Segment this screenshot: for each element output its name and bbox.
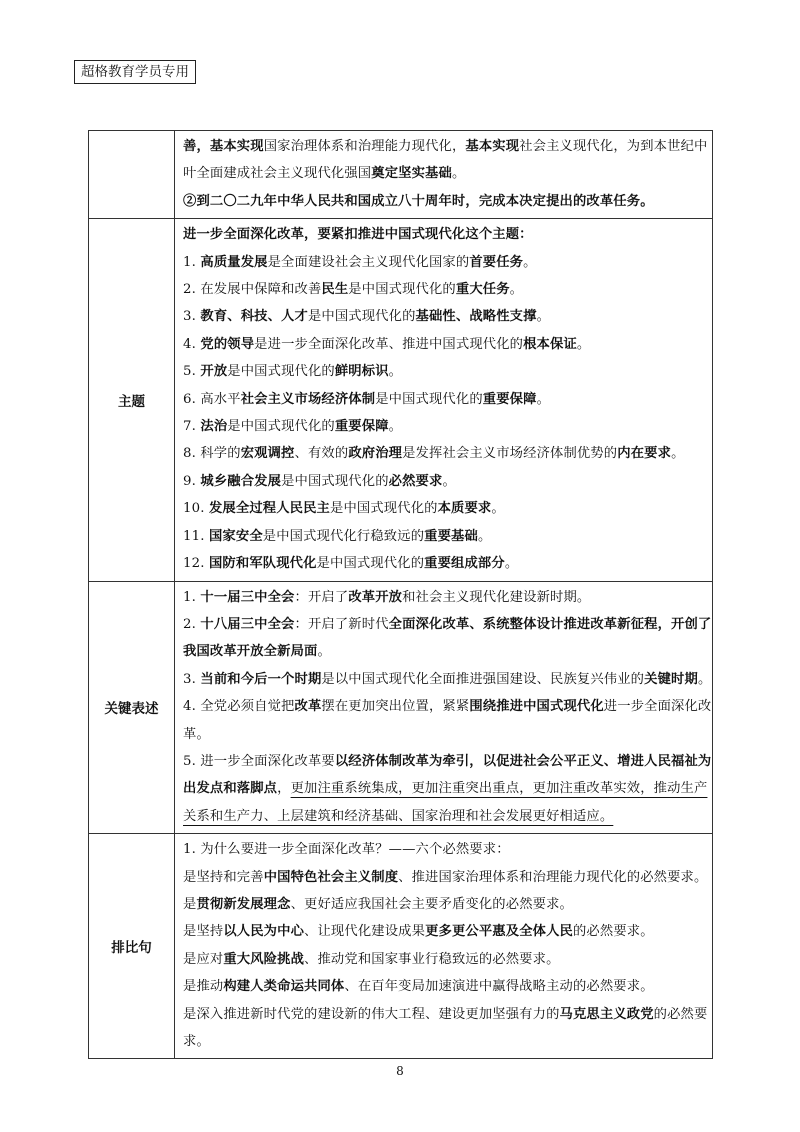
row-content (175, 131, 713, 219)
text-line (183, 1028, 706, 1055)
bold-text: 更多更公平惠及全体人民 (425, 924, 573, 940)
text-span: 5. 进一步全面深化改革要 (183, 753, 335, 769)
text-line (183, 775, 706, 802)
row-label: 排比句 (89, 834, 175, 1059)
bold-text: 中国特色社会主义制度 (263, 869, 399, 885)
text-span: 。 (504, 556, 519, 572)
bold-text: 高质量发展 (200, 254, 268, 270)
bold-text: 本质要求 (437, 501, 492, 517)
text-span: 是坚持 (183, 924, 224, 940)
text-line (183, 386, 706, 413)
bold-text: ②到二〇二九年中华人民共和国成立八十周年时，完成本决定提出的改革任务。 (183, 193, 654, 209)
text-span: 。 (491, 501, 505, 517)
text-span: 更加注重系统集成，更加注重突出重点，更加注重改革实效，推动生产 (290, 781, 708, 797)
text-span: 的必然要 (653, 1006, 708, 1022)
bold-text: 内在要求 (617, 446, 672, 462)
text-span: 、推动党和国家事业行稳致远的必然要求。 (304, 951, 560, 967)
bold-text: 法治 (200, 419, 228, 435)
bold-text: 全面深化改革、系统整体设计推进改革新征程，开创了 (388, 616, 712, 632)
text-span: 4. 全党必须自觉把 (183, 699, 295, 715)
text-line (183, 188, 706, 215)
row-content (175, 834, 713, 1059)
bold-text: 改革 (294, 699, 322, 715)
text-span: 3. (183, 309, 201, 325)
bold-text: 十一届三中全会 (200, 589, 295, 605)
bold-text: 改革开放 (348, 589, 403, 605)
bold-text: 重要基础 (424, 528, 478, 544)
row-label: 主题 (89, 219, 175, 581)
text-line (183, 331, 706, 358)
text-span: 是应对 (183, 951, 224, 967)
bold-text: 我国改革开放全新局面 (183, 644, 318, 660)
bold-text: 基本实现 (465, 139, 520, 154)
bold-text: 必然要求 (388, 473, 443, 489)
text-line (183, 413, 706, 440)
text-line (183, 249, 706, 276)
text-span: 10. (183, 501, 209, 517)
text-span: 。 (536, 309, 551, 325)
bold-text: 基础性、战略性支撑 (415, 309, 537, 325)
bold-text: 以人民为中心 (223, 924, 305, 940)
text-line (183, 1001, 706, 1028)
text-span: 是中国式现代化的 (227, 419, 335, 435)
bold-text: 教育、科技、人才 (200, 309, 308, 325)
text-line (183, 495, 706, 522)
bold-text: 发展全过程人民民主 (208, 501, 331, 517)
text-span: 是中国式现代化的 (227, 364, 335, 380)
text-span: 是发挥社会主义市场经济体制优势的 (402, 446, 618, 462)
table-row-continuation (89, 131, 713, 219)
text-line (183, 611, 712, 638)
text-span: 是 (183, 896, 197, 912)
text-span: 、有效的 (294, 446, 349, 462)
row-content (175, 581, 713, 834)
text-line (183, 550, 706, 577)
text-span: 、在百年变局加速演进中赢得战略主动的必然要求。 (344, 979, 654, 995)
text-span: 。 (451, 166, 466, 182)
text-span: 进一步全面深化改 (603, 699, 712, 715)
text-span: 。 (523, 254, 537, 270)
bold-text: 奠定坚实基础 (371, 166, 452, 182)
bold-text: 重大风险挑战 (223, 951, 305, 967)
bold-text: 善， (183, 139, 210, 154)
table-row-theme (89, 219, 713, 581)
text-span: 摆在更加突出位置，紧紧 (321, 699, 470, 715)
text-span: 。 (536, 391, 551, 407)
text-span: 、推进国家治理体系和治理能力现代化的必然要求。 (398, 869, 708, 885)
bold-text: 鲜明标识 (334, 364, 389, 380)
bold-text: 关键时期 (644, 671, 698, 687)
text-span: 4. (183, 336, 201, 352)
text-span: 9. (183, 473, 201, 489)
bold-text: 重要保障 (334, 419, 389, 435)
row-content (175, 219, 713, 581)
bold-text: 开放 (200, 364, 228, 380)
text-line (183, 523, 706, 550)
text-span: 。 (442, 473, 456, 489)
text-span: ， (277, 781, 291, 797)
text-span: 是中国式现代化的 (281, 473, 389, 489)
bold-text: 出发点和落脚点 (183, 781, 278, 797)
text-span: 2. 在发展中保障和改善 (183, 282, 322, 298)
bold-text: 国防和军队现代化 (208, 556, 317, 572)
text-span: 是中国式现代化的 (348, 282, 456, 298)
bold-text: 以经济体制改革为牵引，以促进社会公平正义、增进人民福祉为 (334, 753, 712, 769)
text-span: 是全面建设社会主义现代化国家的 (267, 254, 470, 270)
text-span: 叶全面建成社会主义现代化强国 (183, 166, 372, 182)
text-line (183, 721, 706, 748)
text-span: 和社会主义现代化建设新时期。 (402, 589, 591, 605)
text-line (183, 864, 706, 891)
bold-text: 当前和今后一个时期 (200, 671, 322, 687)
text-line (183, 918, 706, 945)
text-span: 5. (183, 364, 201, 380)
text-line (183, 836, 706, 863)
text-line (183, 358, 706, 385)
text-span: 是中国式现代化的 (307, 309, 416, 325)
text-span: 是中国式现代化的 (375, 391, 483, 407)
page-number: 8 (396, 1064, 404, 1078)
text-line (183, 133, 706, 160)
bold-text: 首要任务 (469, 254, 524, 270)
text-span: ：开启了新时代 (294, 616, 389, 632)
course-tag: 超格教育学员专用 (74, 60, 196, 84)
text-span: 社会主义现代化，为到本世纪中 (519, 139, 708, 154)
text-line (183, 276, 706, 303)
text-span: 12. (183, 556, 209, 572)
text-span: 。 (388, 364, 403, 380)
text-span: ：开启了 (294, 589, 349, 605)
bold-text: 贯彻新发展理念 (196, 896, 291, 912)
bold-text: 宏观调控 (240, 446, 295, 462)
text-span: 是中国式现代化的 (330, 501, 438, 517)
text-span: 是推动 (183, 979, 224, 995)
bold-text: 重大任务 (455, 282, 510, 298)
text-span: 。 (509, 282, 524, 298)
text-line (183, 748, 712, 775)
text-line (183, 440, 706, 467)
text-span: 、让现代化建设成果 (304, 924, 426, 940)
bold-text: 社会主义市场经济体制 (240, 391, 376, 407)
text-line (183, 221, 706, 248)
text-line (183, 160, 706, 187)
bold-text: 十八届三中全会 (200, 616, 295, 632)
text-line (183, 303, 706, 330)
text-span: 。 (671, 446, 685, 462)
text-span: 3. (183, 671, 201, 687)
text-span: 1. (183, 589, 201, 605)
row-label: 关键表述 (89, 581, 175, 834)
text-span: 是进一步全面深化改革、推进中国式现代化的 (254, 336, 524, 352)
text-span: 是以中国式现代化全面推进强国建设、民族复兴伟业的 (321, 671, 645, 687)
text-span: 求。 (183, 1034, 210, 1049)
table-row-key-expressions (89, 581, 713, 834)
bold-text: 根本保证 (523, 336, 577, 352)
text-span: 2. (183, 616, 201, 632)
text-span: 。 (697, 671, 712, 687)
bold-text: 马克思主义政党 (559, 1006, 654, 1022)
text-line (183, 803, 706, 830)
text-line (183, 693, 712, 720)
bold-text: 民生 (321, 282, 349, 298)
text-span: 6. 高水平 (183, 391, 241, 407)
text-line (183, 666, 712, 693)
bold-text: 党的领导 (200, 336, 255, 352)
text-line (183, 973, 706, 1000)
text-span: 的必然要求。 (572, 924, 654, 940)
text-span: 是坚持和完善 (183, 869, 264, 885)
text-span: 、更好适应我国社会主要矛盾变化的必然要求。 (290, 896, 573, 912)
text-line (183, 946, 706, 973)
text-span: 是中国式现代化行稳致远的 (262, 528, 425, 544)
bold-text: 政府治理 (348, 446, 403, 462)
text-span: 1. 为什么要进一步全面深化改革？——六个必然要求： (183, 842, 510, 858)
bold-text: 国家安全 (208, 528, 263, 544)
table-row-parallel-sentences (89, 834, 713, 1059)
text-span: 是深入推进新时代党的建设新的伟大工程、建设更加坚强有力的 (183, 1006, 560, 1022)
text-span: 是中国式现代化的 (316, 556, 425, 572)
text-line (183, 584, 706, 611)
bold-text: 重要组成部分 (424, 556, 505, 572)
bold-text: 围绕推进中国式现代化 (469, 699, 604, 715)
bold-text: 进一步全面深化改革，要紧扣推进中国式现代化这个主题： (183, 227, 533, 243)
summary-table (88, 130, 713, 1059)
text-span: 11. (183, 528, 209, 544)
text-span: 。 (576, 336, 591, 352)
bold-text: 构建人类命运共同体 (223, 979, 345, 995)
bold-text: 基本实现 (209, 139, 264, 154)
text-span: 国家治理体系和治理能力现代化， (263, 139, 466, 154)
text-line (183, 891, 706, 918)
text-span: 7. (183, 419, 201, 435)
text-span: 关系和生产力、上层建筑和经济基础、国家治理和社会发展更好相适应。 (183, 808, 614, 824)
text-span: 革。 (183, 726, 210, 742)
text-line (183, 468, 706, 495)
text-line (183, 638, 706, 665)
bold-text: 重要保障 (482, 391, 537, 407)
row-label (89, 131, 175, 219)
text-span: 。 (317, 644, 331, 660)
text-span: 8. 科学的 (183, 446, 241, 462)
text-span: 1. (183, 254, 201, 270)
text-span: 。 (477, 528, 492, 544)
text-span: 。 (388, 419, 403, 435)
bold-text: 城乡融合发展 (200, 473, 282, 489)
